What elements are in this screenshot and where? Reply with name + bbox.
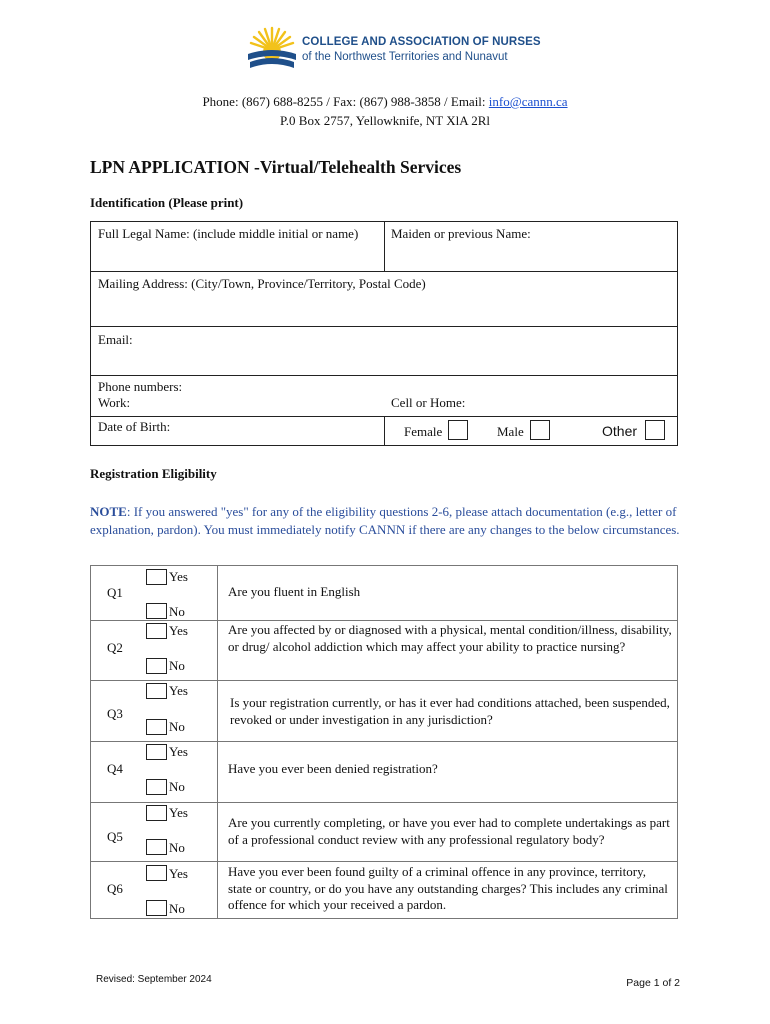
question-id: Q2	[107, 640, 123, 655]
question-id: Q4	[107, 761, 123, 776]
sunrise-logo-icon	[246, 24, 298, 72]
yes-label: Yes	[169, 866, 188, 881]
email-link[interactable]: info@cannn.ca	[488, 94, 568, 109]
divider	[91, 271, 677, 272]
no-label: No	[169, 658, 185, 673]
divider	[91, 680, 677, 681]
q4-yes-checkbox[interactable]	[146, 744, 167, 760]
question-text: Are you fluent in English	[228, 584, 361, 599]
q3-no-checkbox[interactable]	[146, 719, 167, 735]
divider	[384, 416, 385, 445]
yes-label: Yes	[169, 805, 188, 820]
org-name-line1: COLLEGE AND ASSOCIATION OF NURSES	[302, 36, 541, 48]
divider	[91, 620, 677, 621]
full-legal-name-label: Full Legal Name: (include middle initial or name)	[98, 226, 359, 241]
divider	[91, 741, 677, 742]
other-label: Other	[602, 423, 638, 439]
divider	[91, 326, 677, 327]
work-phone-label: Work:	[98, 395, 131, 410]
no-label: No	[169, 840, 185, 855]
question-id: Q5	[107, 829, 123, 844]
no-label: No	[169, 901, 185, 916]
email-field-label: Email:	[98, 332, 133, 347]
eligibility-note	[90, 503, 680, 539]
postal-address: P.0 Box 2757, Yellowknife, NT XlA 2Rl	[280, 113, 490, 128]
divider	[384, 222, 385, 271]
revised-date: Revised: September 2024	[96, 974, 212, 985]
q3-yes-checkbox[interactable]	[146, 683, 167, 699]
phone-numbers-label: Phone numbers:	[98, 379, 183, 394]
maiden-name-label: Maiden or previous Name:	[391, 226, 531, 241]
date-of-birth-label: Date of Birth:	[98, 419, 171, 434]
identification-heading: Identification (Please print)	[90, 195, 244, 210]
female-checkbox[interactable]	[448, 420, 468, 440]
q5-yes-checkbox[interactable]	[146, 805, 167, 821]
male-checkbox[interactable]	[530, 420, 550, 440]
form-title: LPN APPLICATION -Virtual/Telehealth Services	[90, 157, 462, 177]
identification-table	[90, 221, 678, 446]
yes-label: Yes	[169, 683, 188, 698]
q1-yes-checkbox[interactable]	[146, 569, 167, 585]
question-text: Is your registration currently, or has it ever had conditions attached, been suspended, revoked or under investigation in any jurisdiction?	[230, 695, 670, 727]
note-text: : If you answered "yes" for any of the eligibility questions 2-6, please attach documentation (e.g., letter of explanation, pardon). You must immediately notify CANNN if there are any changes to the below circumstances.	[90, 504, 680, 537]
other-checkbox[interactable]	[645, 420, 665, 440]
no-label: No	[169, 779, 185, 794]
org-name-line2: of the Northwest Territories and Nunavut	[302, 51, 508, 63]
contact-line	[0, 94, 770, 110]
divider	[217, 566, 218, 918]
mailing-address-label: Mailing Address: (City/Town, Province/Territory, Postal Code)	[98, 276, 426, 291]
page-number: Page 1 of 2	[626, 977, 680, 989]
male-label: Male	[497, 424, 524, 439]
question-text: Are you affected by or diagnosed with a physical, mental condition/illness, disability, or drug/ alcohol addiction which may affect your ability to practice nursing?	[228, 622, 672, 654]
eligibility-heading: Registration Eligibility	[90, 466, 217, 481]
q2-yes-checkbox[interactable]	[146, 623, 167, 639]
question-id: Q6	[107, 881, 123, 896]
q4-no-checkbox[interactable]	[146, 779, 167, 795]
divider	[91, 802, 677, 803]
question-text: Are you currently completing, or have you ever had to complete undertakings as part of a professional conduct review with any professional regulatory body?	[228, 815, 670, 847]
note-label: NOTE	[90, 504, 127, 519]
female-label: Female	[404, 424, 443, 439]
question-id: Q1	[107, 585, 123, 600]
no-label: No	[169, 604, 185, 619]
q5-no-checkbox[interactable]	[146, 839, 167, 855]
yes-label: Yes	[169, 623, 188, 638]
org-logo	[246, 24, 541, 72]
contact-phone-fax: Phone: (867) 688-8255 / Fax: (867) 988-3858 / Email:	[202, 94, 489, 109]
no-label: No	[169, 719, 185, 734]
divider	[91, 861, 677, 862]
q6-no-checkbox[interactable]	[146, 900, 167, 916]
q2-no-checkbox[interactable]	[146, 658, 167, 674]
cell-home-phone-label: Cell or Home:	[391, 395, 466, 410]
question-text: Have you ever been found guilty of a criminal offence in any province, territory, state or country, or do you have any outstanding charges? This includes any criminal offence for which your received a pardon.	[228, 864, 668, 912]
question-text: Have you ever been denied registration?	[228, 761, 438, 776]
yes-label: Yes	[169, 569, 188, 584]
q6-yes-checkbox[interactable]	[146, 865, 167, 881]
eligibility-questions-table	[90, 565, 678, 919]
divider	[91, 375, 677, 376]
question-id: Q3	[107, 706, 123, 721]
q1-no-checkbox[interactable]	[146, 603, 167, 619]
yes-label: Yes	[169, 744, 188, 759]
